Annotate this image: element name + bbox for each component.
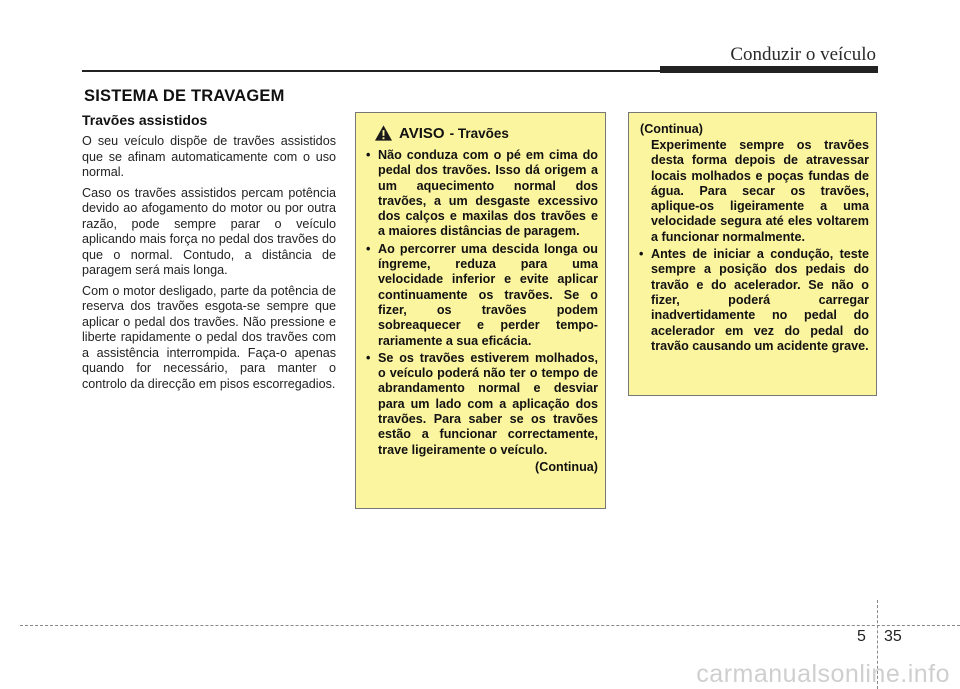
paragraph: O seu veículo dispõe de travões assistidos que se afinam automaticamente com o uso normal. [82, 134, 336, 179]
warning-title: AVISO [399, 124, 445, 142]
warning-triangle-icon [374, 124, 393, 142]
warning-item: • Ao percorrer uma descida longa ou íngreme, reduza para uma velocidade inferior e evite aplicar continuamente os travões. Se o fizer, os travões podem sobreaquecer e perder tempo-rariamente a sua eficácia. [364, 242, 598, 349]
left-column [82, 112, 336, 397]
continued-text: Experimente sempre os travões desta forma depois de atravessar locais molhados e poças fundas de água. Para secar os travões, aplique-os ligeiramente a uma velocidade segura até eles voltarem a funcionar normalmente. [651, 138, 869, 244]
chapter-title: Conduzir o veículo [730, 44, 876, 65]
warning-item: • Não conduza com o pé em cima do pedal dos travões. Isso dá origem a um aquecimento normal dos travões, a um desgaste excessivo dos calços e maxilas dos travões e a maiores distâncias de paragem. [364, 148, 598, 240]
watermark: carmanualsonline.info [696, 660, 950, 688]
warning-list [364, 148, 598, 458]
warning-item: • Antes de iniciar a condução, teste sempre a posição dos pedais do travão e do acelerador. Se não o fizer, poderá carregar inadvertidamente no pedal do acelerador em vez do pedal do travão causando um acidente grave. [637, 247, 869, 354]
page-chapter: 5 [857, 628, 866, 645]
paragraph: Caso os travões assistidos percam potência devido ao afogamento do motor ou por outra razão, pode sempre parar o veículo aplicando mais força no pedal dos travões do que o normal. Contudo, a distância de paragem será mais longa. [82, 185, 336, 277]
subheading: Travões assistidos [82, 112, 208, 128]
paragraph: Com o motor desligado, parte da potência de reserva dos travões esgota-se sempre que aplicar o pedal dos travões. Não pressione e liberte rapidamente o pedal dos travões com a assistência interrompida. Faça-o apenas quando for necessário, para manter o controlo da direcção em pisos escorregadios. [82, 283, 336, 391]
warning-box-continued [628, 112, 877, 396]
header-rule-accent [660, 66, 878, 73]
continua-label: (Continua) [535, 459, 598, 474]
footer-rule [20, 625, 960, 626]
section-title: SISTEMA DE TRAVAGEM [84, 87, 285, 105]
warning-item: • Se os travões estiverem molhados, o veículo poderá não ter o tempo de abrandamento normal e desviar para um lado com a aplicação dos travões. Para saber se os travões estão a funcionar correctamente, trave ligeiramente o veículo. [364, 351, 598, 458]
warning-list [637, 247, 869, 354]
warning-box-brakes [355, 112, 606, 509]
continua-label: (Continua) [640, 122, 703, 136]
page-number: 35 [884, 628, 902, 645]
warning-header [374, 124, 598, 142]
warning-subtitle: - Travões [449, 125, 509, 141]
